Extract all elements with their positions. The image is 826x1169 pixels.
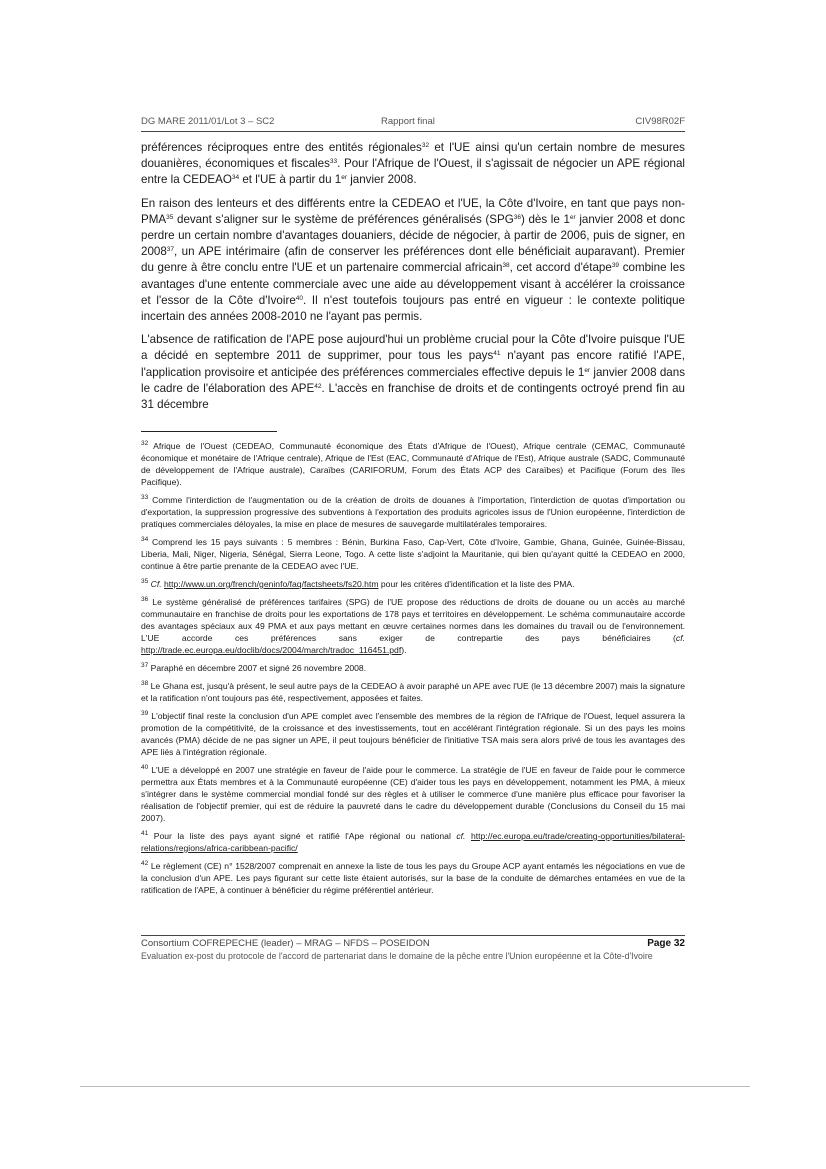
footnote-number: 35 [141,578,149,585]
page-bottom-rule [80,1086,750,1087]
footnote-39 [141,710,685,758]
footnote-text: Le Ghana est, jusqu'à présent, le seul autre pays de la CEDEAO à avoir paraphé un APE avec l'UE (le 13 décembre 2007) mais la signature et la ratification n'ont toujours pas été, respectivement, apposées et faites. [141,681,685,703]
text-run: . Il n'est toutefois toujours pas entré en vigueur : le contexte politique incertain des années 2008-2010 ne l'ayant pas permis. [141,293,685,324]
footnote-number: 40 [141,764,149,771]
footnote-ref[interactable]: 38 [502,262,510,270]
text-run: janvier 2008 dans le cadre de l'élaboration des APE [141,365,685,395]
footnote-text: Le règlement (CE) n° 1528/2007 comprenait en annexe la liste de tous les pays du Groupe ACP ayant entamés les négociations en vue de la conclusion d'un APE. Les pays figurant sur cette liste étaient autorisés, sur la base de la conduite de démarches entamées en vue de la ratification de l'APE, à continuer à bénéficier du régime préférentiel antérieur. [141,861,685,895]
footnote-34 [141,536,685,572]
footnote-41 [141,830,685,854]
text-run: , cet accord d'étape [509,261,612,275]
header-report-type: Rapport final [381,116,435,127]
text-run: janvier 2008. [346,173,417,187]
footnote-35 [141,578,685,590]
text-run: janvier 2008 et donc perdre un certain nombre d'avantages douaniers, décide de négocier, à partir de 2006, puis de signer, en 2008 [141,212,685,259]
footnote-number: 38 [141,680,149,687]
footer-description: Evaluation ex-post du protocole de l'accord de partenariat dans le domaine de la pêche entre l'Union européenne et la Côte-d'Ivoire [141,951,653,961]
footnote-text: Comprend les 15 pays suivants : 5 membres : Bénin, Burkina Faso, Cap-Vert, Côte d'Ivoire, Gambie, Ghana, Guinée, Guinée-Bissau, Liberia, Mali, Niger, Nigeria, Sénégal, Sierra Leone, Togo. A cette liste s'adjoint la Mauritanie, qui bien qu'ayant quitté la CEDEAO en 2000, continue à être partie prenante de la CEDEAO avec l'UE. [141,537,685,571]
page-number: Page 32 [647,938,685,949]
text-run: . L'accès en franchise de droits et de contingents octroyé prend fin au 31 décembre [141,381,686,412]
footnote-ref[interactable]: 33 [329,158,338,166]
footnote-ref[interactable]: 36 [513,213,521,221]
text-run: et l'UE à partir du 1 [239,173,342,187]
header-document-code: CIV98R02F [635,116,685,127]
text-run: n'ayant pas encore ratifié l'APE, l'application provisoire et anticipée des préférences commerciales effective depuis le 1 [141,349,685,379]
footnote-ref[interactable]: 32 [421,142,430,149]
footnote-number: 33 [141,494,149,501]
header-reference: DG MARE 2011/01/Lot 3 – SC2 [141,116,275,127]
text-run: En raison des lenteurs et des différents entre la CEDEAO et l'UE, la Côte d'Ivoire, en tant que pays non-PMA [141,196,685,226]
footnote-text: Afrique de l'Ouest (CEDEAO, Communauté économique des États d'Afrique de l'Ouest), Afrique centrale (CEMAC, Communauté économique et monétaire de l'Afrique centrale), Afrique de l'Est (EAC, Communauté d'Afrique de l'Est), Afrique australe (SADC, Communauté de développement de l'Afrique australe), Caraïbes (CARIFORUM, Forum des États ACP des Caraïbes) et Pacifique (Forum des îles Pacifique). [141,441,685,487]
page-footer [141,938,685,966]
text-run: devant s'aligner sur le système de préférences généralisés (SPG [173,212,514,226]
text-run: combine les avantages d'une entente commerciale avec une aide au développement visant à accélérer la croissance et l'essor de la Côte d'Ivoire [141,261,686,307]
footnote-text: ). [401,645,407,655]
footnote-ref[interactable]: 40 [295,294,303,302]
footer-divider [141,935,685,936]
footnote-text: Pour la liste des pays ayant signé et ratifié l'Ape régional ou national [148,831,457,841]
footnote-separator [141,431,277,432]
paragraph-1 [141,140,685,189]
main-text [141,140,685,420]
footnote-text: Comme l'interdiction de l'augmentation ou de la création de droits de douanes à l'importation, l'interdiction de quotas d'importation ou d'exportation, la suppression progressive des subventions à l'exportation des produits agricoles issus de l'Union européenne, l'interdiction de pratiques commerciales déloyales, la mise en place de mesures de sauvegarde multilatérales temporaires. [141,495,685,529]
footnote-number: 34 [141,536,149,543]
footnote-number: 41 [141,830,149,837]
footnote-ref[interactable]: 35 [166,213,174,221]
cf-abbreviation: Cf. [150,579,162,589]
footnote-ref[interactable]: 42 [314,382,322,390]
footnote-number: 39 [141,710,149,717]
footnote-ref[interactable]: 39 [611,262,620,270]
footnote-38 [141,680,685,704]
footnote-32 [141,440,685,488]
footnote-number: 42 [141,860,149,867]
footnote-ref[interactable]: 34 [231,174,240,182]
footnotes [141,440,685,902]
cf-abbreviation: cf. [456,831,466,841]
footnote-33 [141,494,685,530]
acp-relations-link[interactable]: http://ec.europa.eu/trade/creating-opportunities/bilateral-relations/regions/africa-caribbean-pacific/ [141,831,685,853]
footnote-ref[interactable]: 37 [166,246,175,254]
footnote-number: 36 [141,596,149,603]
footnote-37 [141,662,685,674]
ordinal-suffix: er [569,213,576,221]
trade-doc-link[interactable]: http://trade.ec.europa.eu/doclib/docs/2004/march/tradoc_116451.pdf [141,645,402,655]
ordinal-suffix: er [584,366,591,374]
text-run: L'absence de ratification de l'APE pose aujourd'hui un problème crucial pour la Côte d'Ivoire puisque l'UE a décidé en septembre 2011 de supprimer, pour tous les pays [141,333,685,363]
footnote-text: L'UE a développé en 2007 une stratégie en faveur de l'aide pour le commerce. La stratégie de l'UE en faveur de l'aide pour le commerce permettra aux États membres et à la Communauté européenne (CE) d'aider tous les pays en développement, notamment les PMA, à mieux s'intégrer dans le système commercial mondial fondé sur des règles et à utiliser le commerce d'une manière plus efficace pour favoriser la réalisation de l'objectif premier, qui est de réduire la pauvreté dans le cadre du développement durable (Conclusions du Conseil du 15 mai 2007). [141,765,685,823]
text-run: et l'UE ainsi qu'un certain nombre de mesures douanières, économiques et fiscales [141,141,685,171]
footnote-text: pour les critères d'identification et la liste des PMA. [378,579,575,589]
footnote-number: 37 [141,662,149,669]
paragraph-3 [141,332,685,413]
text-run: , un APE intérimaire (afin de conserver les préférences dont elle bénéficiait auparavant). Premier du genre à être conclu entre l'UE et un partenaire commercial africain [141,245,685,275]
footnote-text: L'objectif final reste la conclusion d'un APE complet avec l'ensemble des membres de la région de l'Afrique de l'Ouest, lequel assurera la promotion de la compétitivité, de la croissance et des investissements, tout en accélérant l'intégration régionale. Si un des pays les moins avancés (PMA) décide de ne pas signer un APE, il peut toujours bénéficier de l'initiative TSA mais sera alors privé de tous les avantages des APE liés à l'intégration régionale. [141,711,685,757]
text-run: préférences réciproques entre des entités régionales [141,141,422,154]
page-header [141,116,685,130]
paragraph-2 [141,196,685,326]
footnote-40 [141,764,685,824]
footnote-text: Paraphé en décembre 2007 et signé 26 novembre 2008. [148,663,367,673]
cf-abbreviation: cf. [675,633,685,643]
footnote-text: Le système généralisé de préférences tarifaires (SPG) de l'UE propose des réductions de droits de douane ou un accès au marché communautaire en franchise de droits pour les exportations de 178 pays et territoires en développement. Le schéma communautaire accorde des avantages spéciaux aux 49 PMA et aux pays mettant en œuvre certaines normes dans les domaines du travail ou de l'environnement. L'UE accorde ces préférences sans exiger de contrepartie des pays bénéficiaires ( [141,597,685,643]
header-divider [141,131,685,132]
un-factsheet-link[interactable]: http://www.un.org/french/geninfo/faq/factsheets/fs20.htm [164,579,379,589]
footer-consortium: Consortium COFREPECHE (leader) – MRAG – NFDS – POSEIDON [141,938,430,949]
footnote-number: 32 [141,440,149,447]
footnote-ref[interactable]: 41 [493,350,501,358]
text-run: ) dès le 1 [520,212,570,226]
footnote-42 [141,860,685,896]
ordinal-suffix: er [341,174,347,182]
footnote-36 [141,596,685,656]
text-run: . Pour l'Afrique de l'Ouest, il s'agissait de négocier un APE régional entre la CEDEAO [141,157,685,187]
